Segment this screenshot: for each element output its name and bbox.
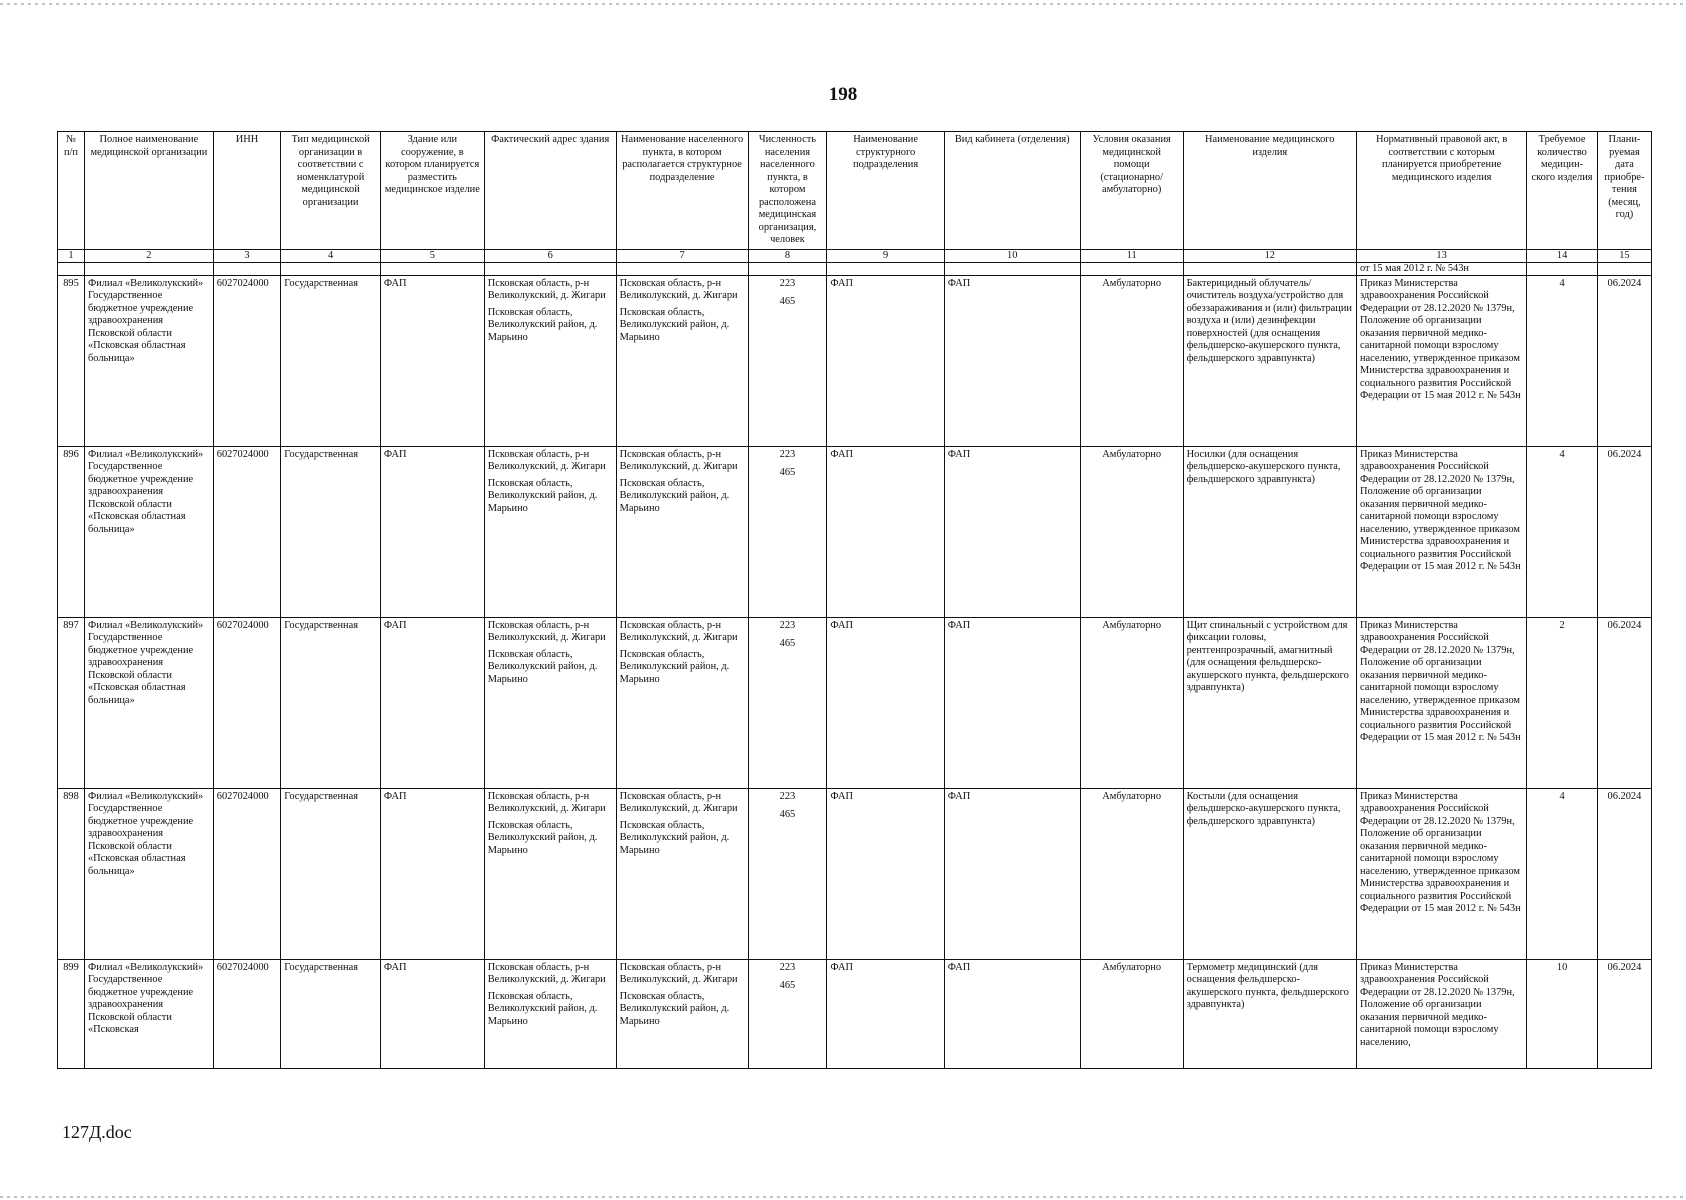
cell-text: Псковская область, Великолукский район, д. Марьино <box>619 477 730 514</box>
data-rows <box>58 275 1652 1068</box>
cell-text: 896 <box>63 448 79 460</box>
structural-unit <box>827 617 944 788</box>
quantity <box>1527 617 1598 788</box>
inn <box>213 446 280 617</box>
column-number: 7 <box>616 249 748 262</box>
legal-act <box>1356 959 1526 1068</box>
column-number: 8 <box>748 249 827 262</box>
header-cell: Плани-руемая дата приобре-тения (месяц, год) <box>1597 132 1651 250</box>
care-conditions <box>1080 275 1183 446</box>
column-number: 3 <box>213 249 280 262</box>
building <box>380 446 484 617</box>
cell-text: Псковская область, р-н Великолукский, д. Жигари <box>619 790 738 814</box>
cell-text: 06.2024 <box>1607 619 1642 631</box>
equipment-table <box>57 131 1652 1069</box>
header-cell: № п/п <box>58 132 85 250</box>
cell-text: 223 <box>779 277 796 289</box>
scan-edge-top <box>0 3 1686 5</box>
cell-text: 223 <box>779 448 796 460</box>
cell-text: Псковская область, Великолукский район, д. Марьино <box>487 990 598 1027</box>
continuation-row <box>58 262 1652 275</box>
inn <box>213 617 280 788</box>
column-number: 10 <box>944 249 1080 262</box>
table-row <box>58 617 1652 788</box>
cell-text: Щит спинальный с устройством для фиксации головы, рентгенпрозрачный, амагнитный (для оснащения фельдшерско-акушерского пункта, фельдшерского здравпункта) <box>1186 619 1349 693</box>
row-number <box>58 275 85 446</box>
cell-text: Носилки (для оснащения фельдшерско-акушерского пункта, фельдшерского здравпункта) <box>1186 448 1341 485</box>
cell-text: ФАП <box>830 277 853 289</box>
cell-text: 895 <box>63 277 79 289</box>
cell-text: Костыли (для оснащения фельдшерско-акушерского пункта, фельдшерского здравпункта) <box>1186 790 1341 827</box>
table-row <box>58 275 1652 446</box>
column-number: 1 <box>58 249 85 262</box>
header-cell: Тип медицинской организации в соответствии с номенклатурой медицинской организации <box>281 132 381 250</box>
cell-text: Приказ Министерства здравоохранения Российской Федерации от 28.12.2020 № 1379н, Положение об организации оказания первичной медико-санитарной помощи взрослому населению, утвержденное приказом Министерства здравоохранения и социального развития Российской Федерации от 15 мая 2012 г. № 543н <box>1359 790 1521 914</box>
cell-text: Приказ Министерства здравоохранения Российской Федерации от 28.12.2020 № 1379н, Положение об организации оказания первичной медико-санитарной помощи взрослому населению, утвержденное приказом Министерства здравоохранения и социального развития Российской Федерации от 15 мая 2012 г. № 543н <box>1359 448 1521 572</box>
cell-text: Филиал «Великолукский» Государственное бюджетное учреждение здравоохранения Псковской области «Псковская <box>87 961 204 1035</box>
device-name <box>1183 275 1356 446</box>
cell-text: 223 <box>779 790 796 802</box>
building <box>380 275 484 446</box>
organization-type <box>281 617 381 788</box>
cell-text: Государственная <box>284 619 359 631</box>
cell-text: ФАП <box>383 277 407 289</box>
column-number: 15 <box>1597 249 1651 262</box>
column-number: 5 <box>380 249 484 262</box>
cell-text: 6027024000 <box>216 790 269 802</box>
care-conditions <box>1080 788 1183 959</box>
cell-text: 06.2024 <box>1607 790 1642 802</box>
cell-text: 4 <box>1559 277 1565 289</box>
header-cell: Вид кабинета (отделения) <box>944 132 1080 250</box>
organization-type <box>281 959 381 1068</box>
planned-date <box>1597 788 1651 959</box>
cell-text: 6027024000 <box>216 448 269 460</box>
cell-text: 223 <box>779 619 796 631</box>
cell-text: Псковская область, Великолукский район, д. Марьино <box>487 648 598 685</box>
scan-edge-bottom <box>0 1196 1686 1198</box>
cabinet-type <box>944 275 1080 446</box>
header-cell: Наименование структурного подразделения <box>827 132 944 250</box>
table-row <box>58 446 1652 617</box>
cell-text: 6027024000 <box>216 961 269 973</box>
organization-name <box>84 959 213 1068</box>
cell-text: 465 <box>779 980 796 991</box>
cell-text: Псковская область, р-н Великолукский, д. Жигари <box>487 790 606 814</box>
structural-unit <box>827 275 944 446</box>
cabinet-type <box>944 959 1080 1068</box>
column-number: 14 <box>1527 249 1598 262</box>
cell-text: Филиал «Великолукский» Государственное бюджетное учреждение здравоохранения Псковской области «Псковская областная больница» <box>87 619 204 706</box>
cell-text: Филиал «Великолукский» Государственное бюджетное учреждение здравоохранения Псковской области «Псковская областная больница» <box>87 448 204 535</box>
population <box>748 959 827 1068</box>
organization-type <box>281 275 381 446</box>
header-cell: Численность населения населенного пункта, в котором расположена медицинская организация, человек <box>748 132 827 250</box>
cell-text: 06.2024 <box>1607 277 1642 289</box>
cell-text: Государственная <box>284 790 359 802</box>
header-cell: Здание или сооружение, в котором планируется разместить медицинское изделие <box>380 132 484 250</box>
cell-text: Амбулаторно <box>1102 790 1162 802</box>
quantity <box>1527 446 1598 617</box>
inn <box>213 959 280 1068</box>
cell-text: Псковская область, р-н Великолукский, д. Жигари <box>619 448 738 472</box>
quantity <box>1527 275 1598 446</box>
cell-text: ФАП <box>383 619 407 631</box>
planned-date <box>1597 959 1651 1068</box>
inn <box>213 788 280 959</box>
cell-text: Приказ Министерства здравоохранения Российской Федерации от 28.12.2020 № 1379н, Положение об организации оказания первичной медико-санитарной помощи взрослому населению, <box>1359 961 1515 1048</box>
planned-date <box>1597 446 1651 617</box>
cell-text: Филиал «Великолукский» Государственное бюджетное учреждение здравоохранения Псковской области «Псковская областная больница» <box>87 277 204 364</box>
device-name <box>1183 617 1356 788</box>
column-number: 2 <box>84 249 213 262</box>
cell-text: Псковская область, р-н Великолукский, д. Жигари <box>619 619 738 643</box>
address <box>484 959 616 1068</box>
cell-text: 899 <box>63 961 79 973</box>
cell-text: Псковская область, р-н Великолукский, д. Жигари <box>619 277 738 301</box>
device-name <box>1183 446 1356 617</box>
device-name <box>1183 959 1356 1068</box>
settlement <box>616 788 748 959</box>
cell-text: Псковская область, р-н Великолукский, д. Жигари <box>619 961 738 985</box>
address <box>484 788 616 959</box>
header-cell: Наименование медицинского изделия <box>1183 132 1356 250</box>
header-cell: Полное наименование медицинской организации <box>84 132 213 250</box>
cell-text: ФАП <box>947 448 971 460</box>
row-number <box>58 617 85 788</box>
column-number: 9 <box>827 249 944 262</box>
cell-text: ФАП <box>830 790 853 802</box>
cabinet-type <box>944 446 1080 617</box>
population <box>748 617 827 788</box>
population <box>748 446 827 617</box>
page-number: 198 <box>828 84 858 105</box>
cabinet-type <box>944 788 1080 959</box>
cell-text: Амбулаторно <box>1102 448 1162 460</box>
cell-text: Псковская область, Великолукский район, д. Марьино <box>487 306 598 343</box>
cell-text: ФАП <box>383 790 407 802</box>
header-cell: Нормативный правовой акт, в соответствии с которым планируется приобретение медицинского изделия <box>1356 132 1526 250</box>
cell-text: 06.2024 <box>1607 961 1642 973</box>
cell-text: ФАП <box>947 277 971 289</box>
column-number: 11 <box>1080 249 1183 262</box>
cell-text: Амбулаторно <box>1102 277 1162 289</box>
cell-text: 06.2024 <box>1607 448 1642 460</box>
device-name <box>1183 788 1356 959</box>
cell-text: 465 <box>779 809 796 820</box>
table-row <box>58 959 1652 1068</box>
header-cell: Условия оказания медицинской помощи (стационарно/ амбулаторно) <box>1080 132 1183 250</box>
building <box>380 788 484 959</box>
care-conditions <box>1080 959 1183 1068</box>
header-row <box>58 132 1652 250</box>
cell-text: Псковская область, Великолукский район, д. Марьино <box>619 306 730 343</box>
structural-unit <box>827 446 944 617</box>
header-cell: Фактический адрес здания <box>484 132 616 250</box>
legal-act <box>1356 446 1526 617</box>
cell-text: Бактерицидный облучатель/очиститель воздуха/устройство для обеззараживания и (или) фильтрации воздуха и (или) дезинфекции поверхностей (для оснащения фельдшерско-акушерского пункта, фельдшерского здравпункта) <box>1186 277 1352 364</box>
row-number <box>58 446 85 617</box>
header-cell: ИНН <box>213 132 280 250</box>
column-number-row <box>58 249 1652 262</box>
cell-text: Государственная <box>284 961 359 973</box>
cell-text: ФАП <box>947 790 971 802</box>
cell-text: Псковская область, р-н Великолукский, д. Жигари <box>487 961 606 985</box>
cell-text: 898 <box>63 790 79 802</box>
care-conditions <box>1080 617 1183 788</box>
cell-text: 6027024000 <box>216 277 269 289</box>
column-number: 13 <box>1356 249 1526 262</box>
building <box>380 959 484 1068</box>
organization-name <box>84 446 213 617</box>
continuation-text: от 15 мая 2012 г. № 543н <box>1356 262 1526 275</box>
organization-name <box>84 275 213 446</box>
column-number: 4 <box>281 249 381 262</box>
cell-text: 2 <box>1559 619 1565 631</box>
cell-text: ФАП <box>383 961 407 973</box>
population <box>748 788 827 959</box>
organization-type <box>281 788 381 959</box>
column-number: 12 <box>1183 249 1356 262</box>
cell-text: ФАП <box>383 448 407 460</box>
settlement <box>616 275 748 446</box>
cell-text: Приказ Министерства здравоохранения Российской Федерации от 28.12.2020 № 1379н, Положение об организации оказания первичной медико-санитарной помощи взрослому населению, утвержденное приказом Министерства здравоохранения и социального развития Российской Федерации от 15 мая 2012 г. № 543н <box>1359 277 1521 401</box>
cell-text: 4 <box>1559 448 1565 460</box>
cell-text: 465 <box>779 467 796 478</box>
cell-text: ФАП <box>947 961 971 973</box>
building <box>380 617 484 788</box>
care-conditions <box>1080 446 1183 617</box>
quantity <box>1527 788 1598 959</box>
table-row <box>58 788 1652 959</box>
cell-text: Псковская область, Великолукский район, д. Марьино <box>619 990 730 1027</box>
cell-text: Амбулаторно <box>1102 961 1162 973</box>
row-number <box>58 788 85 959</box>
row-number <box>58 959 85 1068</box>
structural-unit <box>827 959 944 1068</box>
settlement <box>616 617 748 788</box>
cell-text: Псковская область, р-н Великолукский, д. Жигари <box>487 277 606 301</box>
cell-text: Псковская область, Великолукский район, д. Марьино <box>487 819 598 856</box>
legal-act <box>1356 617 1526 788</box>
cell-text: Филиал «Великолукский» Государственное бюджетное учреждение здравоохранения Псковской области «Псковская областная больница» <box>87 790 204 877</box>
footer-filename: 127Д.doc <box>62 1122 132 1142</box>
cell-text: Приказ Министерства здравоохранения Российской Федерации от 28.12.2020 № 1379н, Положение об организации оказания первичной медико-санитарной помощи взрослому населению, утвержденное приказом Министерства здравоохранения и социального развития Российской Федерации от 15 мая 2012 г. № 543н <box>1359 619 1521 743</box>
organization-type <box>281 446 381 617</box>
cell-text: 897 <box>63 619 79 631</box>
settlement <box>616 959 748 1068</box>
address <box>484 617 616 788</box>
cell-text: Псковская область, р-н Великолукский, д. Жигари <box>487 448 606 472</box>
column-number: 6 <box>484 249 616 262</box>
legal-act <box>1356 788 1526 959</box>
cell-text: 465 <box>779 638 796 649</box>
cell-text: Государственная <box>284 448 359 460</box>
cell-text: Псковская область, Великолукский район, д. Марьино <box>487 477 598 514</box>
cell-text: Термометр медицинский (для оснащения фельдшерско-акушерского пункта, фельдшерского здравпункта) <box>1186 961 1349 1010</box>
header-cell: Наименование населенного пункта, в котором располагается структурное подразделение <box>616 132 748 250</box>
organization-name <box>84 788 213 959</box>
structural-unit <box>827 788 944 959</box>
population <box>748 275 827 446</box>
cell-text: ФАП <box>830 961 853 973</box>
planned-date <box>1597 617 1651 788</box>
cell-text: ФАП <box>947 619 971 631</box>
planned-date <box>1597 275 1651 446</box>
organization-name <box>84 617 213 788</box>
cell-text: Государственная <box>284 277 359 289</box>
header-cell: Требуемое количество медицин-ского изделия <box>1527 132 1598 250</box>
cell-text: Псковская область, Великолукский район, д. Марьино <box>619 819 730 856</box>
inn <box>213 275 280 446</box>
quantity <box>1527 959 1598 1068</box>
cell-text: 6027024000 <box>216 619 269 631</box>
settlement <box>616 446 748 617</box>
address <box>484 275 616 446</box>
cell-text: 4 <box>1559 790 1565 802</box>
legal-act <box>1356 275 1526 446</box>
cell-text: Псковская область, р-н Великолукский, д. Жигари <box>487 619 606 643</box>
cell-text: 10 <box>1556 961 1568 973</box>
cell-text: 223 <box>779 961 796 973</box>
address <box>484 446 616 617</box>
cabinet-type <box>944 617 1080 788</box>
cell-text: Псковская область, Великолукский район, д. Марьино <box>619 648 730 685</box>
cell-text: ФАП <box>830 619 853 631</box>
cell-text: 465 <box>779 296 796 307</box>
cell-text: ФАП <box>830 448 853 460</box>
cell-text: Амбулаторно <box>1102 619 1162 631</box>
